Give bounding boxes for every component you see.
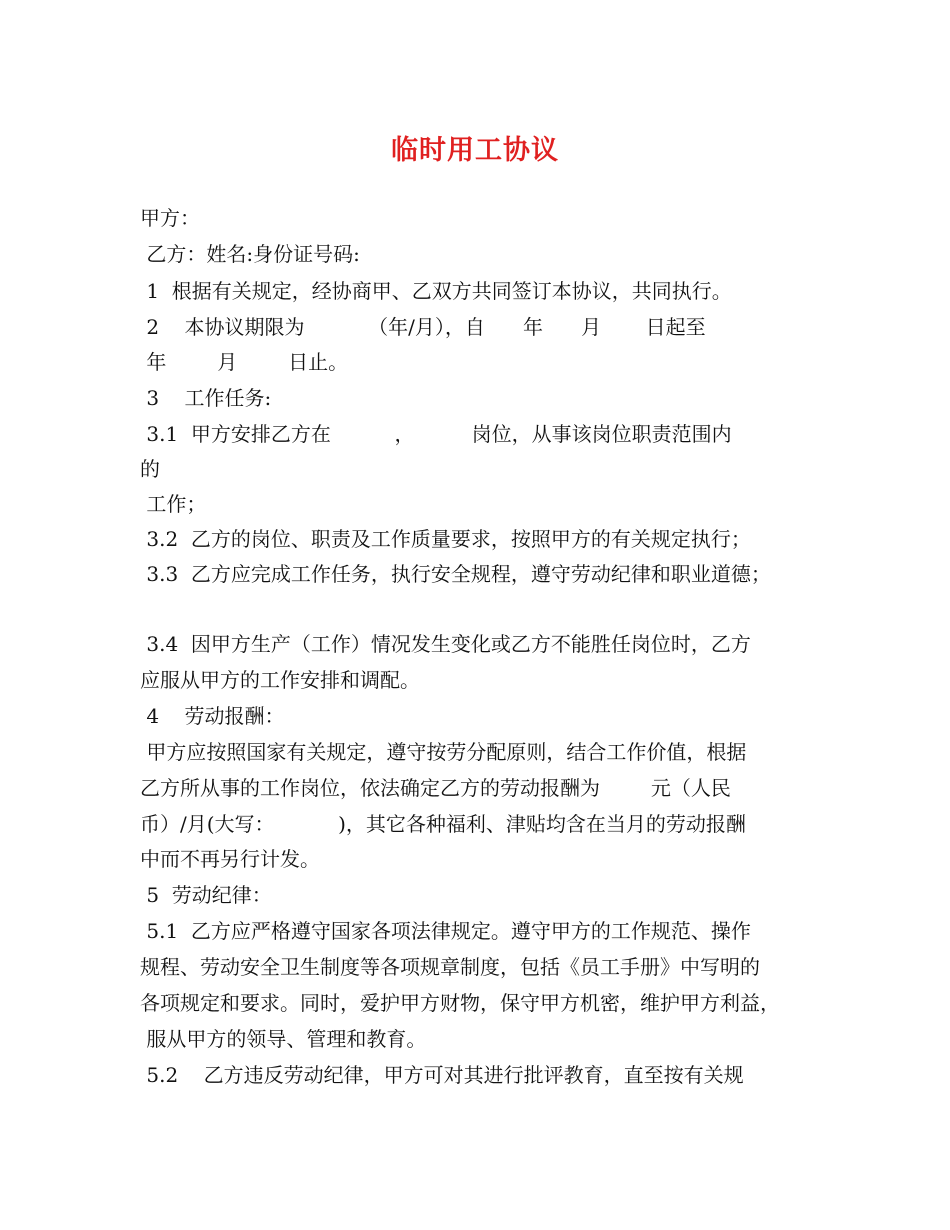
clause-5-1-cont-a: 规程、劳动安全卫生制度等各项规章制度，包括《员工手册》中写明的 [140,955,760,979]
clause-4-text-3: 币）/月(大写： )，其它各种福利、津贴均含在当月的劳动报酬 [140,812,746,836]
clause-4-text-1: 甲方应按照国家有关规定，遵守按劳分配原则，结合工作价值，根据 [140,740,747,764]
clause-3-1: 3.1 甲方安排乙方在 ， 岗位，从事该岗位职责范围内 [140,422,732,446]
clause-3-4: 3.4 因甲方生产（工作）情况发生变化或乙方不能胜任岗位时，乙方 [140,632,751,656]
clause-4-heading: 4 劳动报酬： [140,704,285,728]
clause-3-4-cont: 应服从甲方的工作安排和调配。 [140,668,420,692]
clause-3-heading: 3 工作任务: [140,386,272,410]
clause-3-3: 3.3 乙方应完成工作任务，执行安全规程，遵守劳动纪律和职业道德； [140,562,771,586]
clause-5-1-cont-b: 各项规定和要求。同时，爱护甲方财物，保守甲方机密，维护甲方利益， [140,991,780,1015]
clause-2: 2 本协议期限为 （年/月），自 年 月 日起至 [140,315,706,339]
clause-5-1: 5.1 乙方应严格遵守国家各项法律规定。遵守甲方的工作规范、操作 [140,919,751,943]
clause-3-2: 3.2 乙方的岗位、职责及工作质量要求，按照甲方的有关规定执行； [140,527,751,551]
clause-5-1-cont-c: 服从甲方的领导、管理和教育。 [140,1027,427,1051]
clause-1: 1 根据有关规定，经协商甲、乙双方共同签订本协议，共同执行。 [140,279,732,303]
clause-5-heading: 5 劳动纪律： [140,883,272,907]
party-a-line: 甲方： [140,206,200,230]
clause-3-1-cont-b: 工作； [140,492,207,516]
clause-4-text-4: 中而不再另行计发。 [140,847,320,871]
document-title: 临时用工协议 [391,135,559,166]
clause-5-2: 5.2 乙方违反劳动纪律，甲方可对其进行批评教育，直至按有关规 [140,1063,744,1087]
clause-3-1-cont-a: 的 [140,457,160,481]
clause-2-cont: 年 月 日止。 [140,350,349,374]
clause-4-text-2: 乙方所从事的工作岗位，依法确定乙方的劳动报酬为 元（人民 [140,776,731,800]
party-b-line: 乙方：姓名:身份证号码: [140,242,360,266]
